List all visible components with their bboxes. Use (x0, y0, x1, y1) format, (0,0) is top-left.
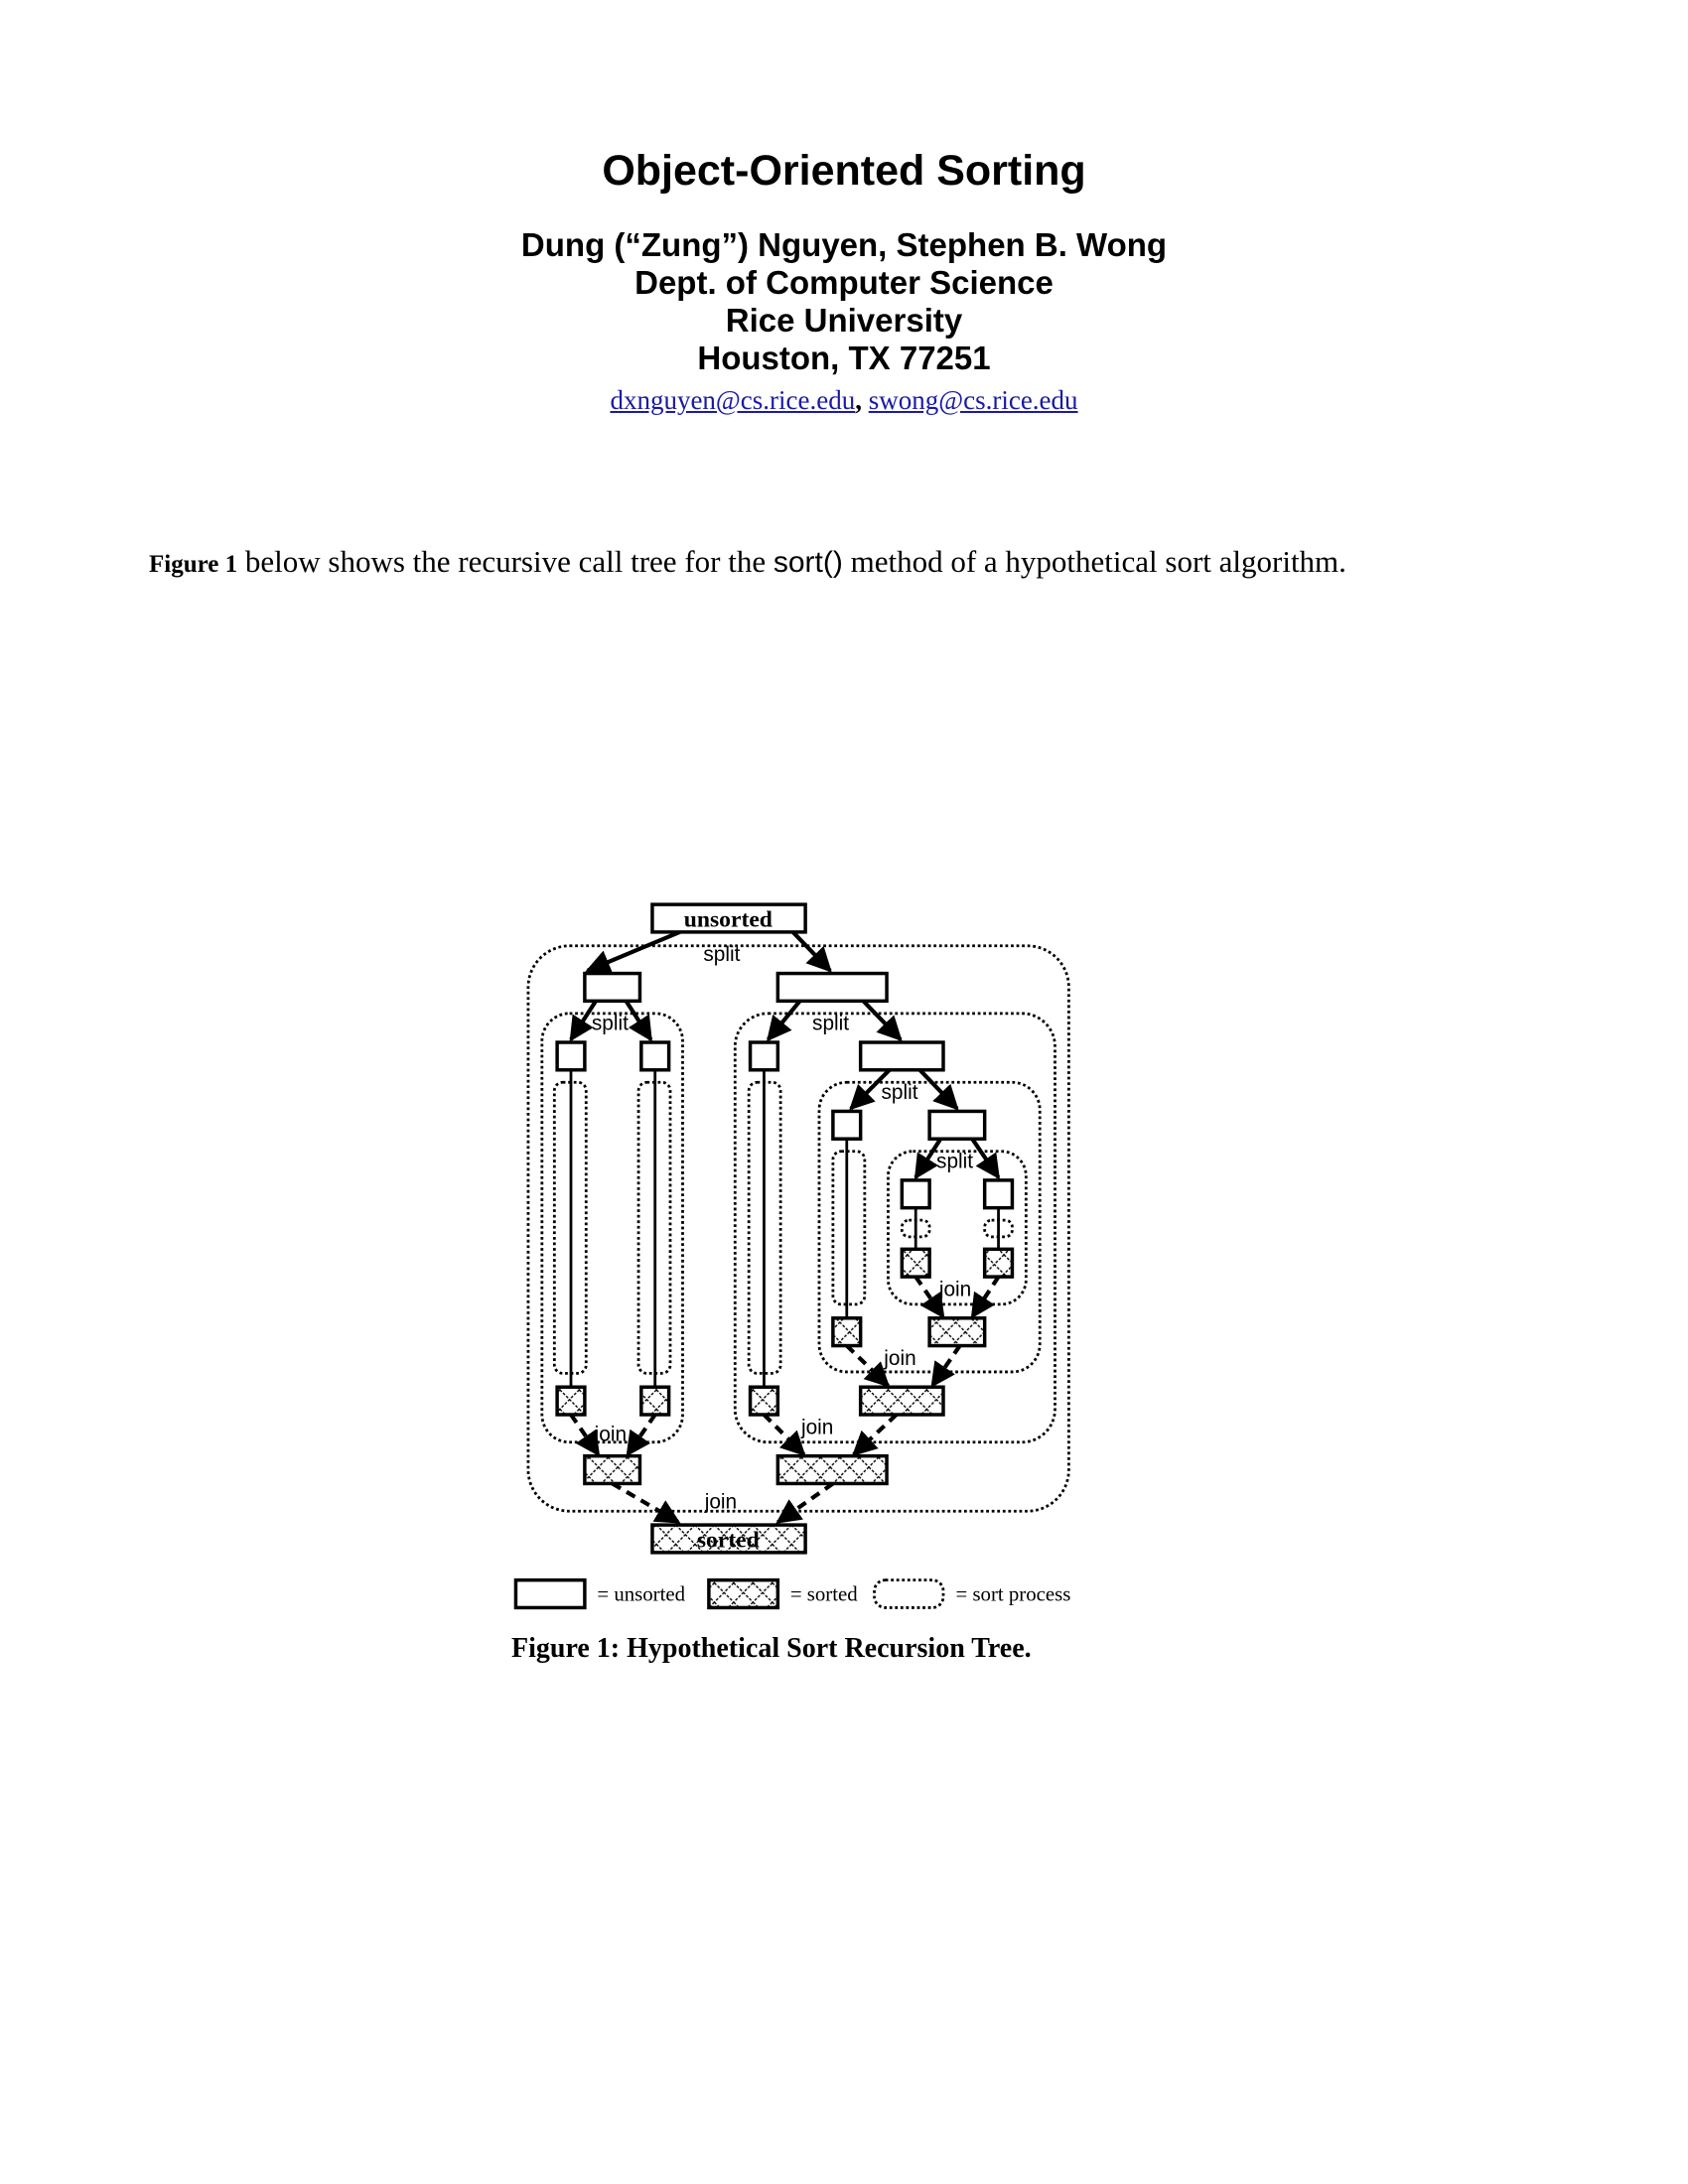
split-label: split (881, 1080, 918, 1104)
legend-sorted-label: = sorted (789, 1581, 858, 1606)
email-separator: , (855, 385, 869, 415)
legend-process-label: = sort process (955, 1581, 1071, 1606)
university: Rice University (725, 302, 963, 339)
code-sort: sort() (773, 546, 843, 579)
join-label: join (800, 1416, 834, 1439)
paragraph-text-1: below shows the recursive call tree for the (237, 544, 774, 579)
figure-reference: Figure 1 (149, 551, 238, 578)
join-label: join (594, 1423, 628, 1446)
address: Houston, TX 77251 (697, 340, 991, 376)
email-link-nguyen[interactable]: dxnguyen@cs.rice.edu (610, 385, 856, 415)
legend-unsorted-swatch (515, 1580, 584, 1608)
legend (515, 1580, 1070, 1608)
figure-caption: Figure 1: Hypothetical Sort Recursion Tree. (511, 1633, 1032, 1664)
legend-process-swatch (875, 1580, 943, 1608)
split-label: split (936, 1150, 974, 1173)
author-names: Dung (“Zung”) Nguyen, Stephen B. Wong (520, 226, 1168, 263)
split-label: split (703, 943, 741, 967)
legend-unsorted-label: = unsorted (597, 1581, 686, 1606)
root-label: unsorted (683, 906, 773, 933)
join-label: join (938, 1278, 972, 1301)
join-label: join (704, 1490, 738, 1514)
result-label: sorted (696, 1527, 760, 1554)
paragraph-text-2: method of a hypothetical sort algorithm. (842, 544, 1346, 579)
paper-title: Object-Oriented Sorting (602, 147, 1086, 195)
split-label: split (812, 1012, 850, 1035)
join-label: join (884, 1347, 916, 1370)
split-label: split (591, 1012, 629, 1035)
legend-sorted-swatch (709, 1580, 777, 1608)
department: Dept. of Computer Science (634, 264, 1054, 301)
email-link-wong[interactable]: swong@cs.rice.edu (868, 385, 1078, 415)
